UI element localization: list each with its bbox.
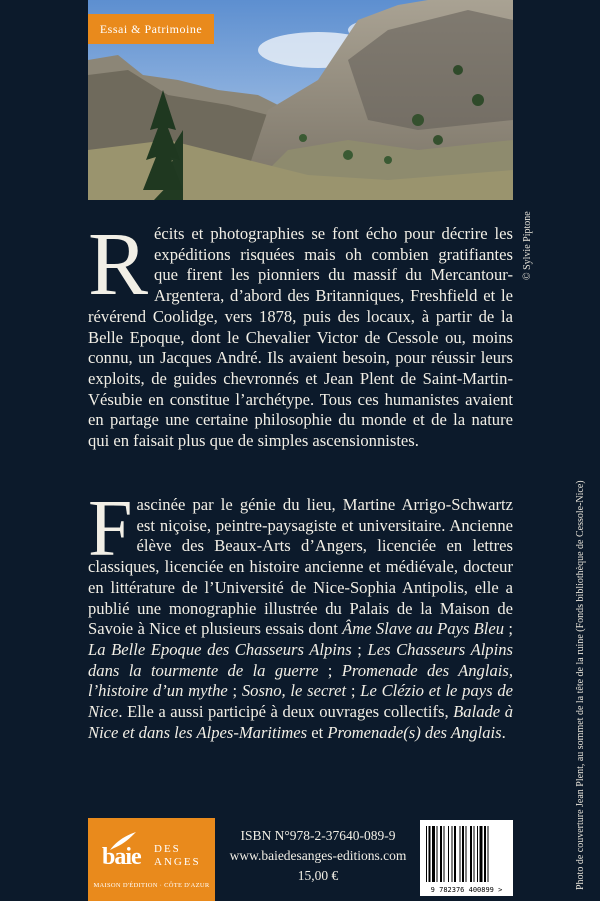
photo-credit: © Sylvie Piptone xyxy=(522,211,533,280)
separator: ; xyxy=(227,681,242,701)
bio-text-c: et xyxy=(307,722,328,742)
dropcap-f: F xyxy=(88,485,133,573)
website: www.baiedesanges-editions.com xyxy=(229,848,407,863)
bio-text-a: ascinée par le génie du lieu, Martine Arrigo-Schwartz est niçoise, peintre-paysagiste et universitaire. Ancienne élève des Beaux-Arts d’Angers, licenciée en lettres classiques, licenciée en histoire ancienne et médiévale, docteur en littérature de l’Université de Nice-Sophia Antipolis, elle a publié une monographie illustrée du Palais de la Maison de Savoie à Nice et plusieurs essais dont xyxy=(88,495,513,639)
description-text: écits et photographies se font écho pour décrire les expéditions risquées mais oh combien gratifiantes que firent les pionniers du massif du Mercantour-Argentera, d’abord des Britanniques, Freshfield et le révérend Coolidge, vers 1878, puis des locaux, à partir de la Belle Epoque, dont le Chevalier Victor de Cessole ou, moins connu, un Jacques André. Ils avaient besoin, pour réussir leurs exploits, de guides chevronnés et Jean Plent de Saint-Martin-Vésubie en constitue l’archétype. Tous ces humanistes avaient en partage une certaine philosophie du monde et de la nature qui en faisait plus que de simples ascensionnistes. xyxy=(88,224,513,451)
photo-credit-wrap xyxy=(522,170,536,280)
separator: ; xyxy=(504,619,513,639)
separator: ; xyxy=(346,681,361,701)
dropcap-r: R xyxy=(88,215,149,314)
barcode-bars xyxy=(420,820,513,884)
cover-photo-credit: Photo de couverture Jean Plent, au sommet de la tête de la ruine (Fonds bibliothèque de Cessole-Nice) xyxy=(575,480,586,890)
author-biography-paragraph xyxy=(88,485,514,743)
publisher-tagline: MAISON D'ÉDITION · CÔTE D'AZUR xyxy=(93,882,210,889)
isbn: ISBN N°978-2-37640-089-9 xyxy=(240,828,396,843)
separator: ; xyxy=(351,639,368,659)
work-title: Promenade(s) des Anglais xyxy=(327,722,502,742)
book-info xyxy=(218,826,418,886)
series-badge: Essai & Patrimoine xyxy=(88,14,214,44)
publisher-name: baie xyxy=(102,844,141,870)
publisher-name-des: DES xyxy=(154,843,181,855)
work-title: Âme Slave au Pays Bleu xyxy=(342,619,505,639)
publisher-name-anges: ANGES xyxy=(154,856,201,868)
work-title: Promenade des Anglais, l’histoire d’un mythe xyxy=(88,660,513,701)
work-title: Balade à Nice et dans les Alpes-Maritimes xyxy=(88,702,514,742)
bio-text-d: . xyxy=(501,722,506,742)
work-title: Le Clézio et le pays de Nice xyxy=(88,681,513,722)
work-title: La Belle Epoque des Chasseurs Alpins xyxy=(88,639,352,659)
barcode-number: 9 782376 400899 > xyxy=(430,886,503,894)
price: 15,00 € xyxy=(297,868,339,883)
bio-text-b: . Elle a aussi participé à deux ouvrages collectifs, xyxy=(118,702,454,722)
description-paragraph xyxy=(88,215,513,452)
work-title: Sosno, le secret xyxy=(241,681,347,701)
publisher-logo xyxy=(88,818,215,901)
separator: ; xyxy=(318,660,342,680)
work-title: Les Chasseurs Alpins dans la tourmente de la guerre xyxy=(88,639,513,680)
barcode xyxy=(420,820,513,896)
